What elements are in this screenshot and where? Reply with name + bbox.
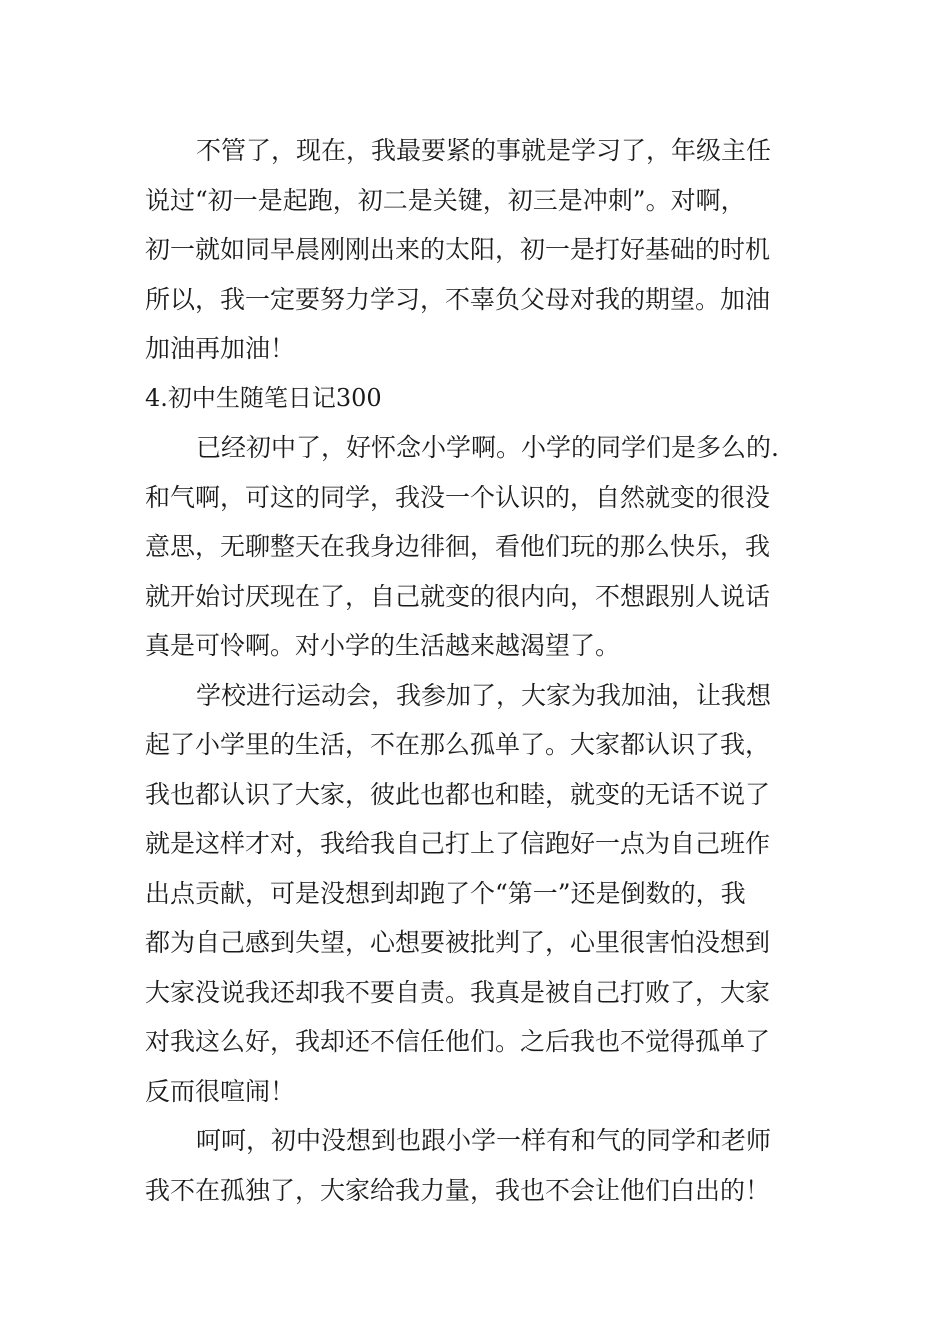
text-line: 大家没说我还却我不要自责。我真是被自己打败了，大家 bbox=[145, 977, 771, 1007]
section-heading: 4.初中生随笔日记300 bbox=[145, 383, 382, 412]
text-line: 和气啊，可这的同学，我没一个认识的，自然就变的很没 bbox=[145, 482, 771, 512]
text-line: 已经初中了，好怀念小学啊。小学的同学们是多么的. bbox=[196, 433, 779, 462]
text-line: 加油再加油！ bbox=[145, 334, 296, 363]
paragraph-1 bbox=[145, 423, 805, 671]
text-line: 我也都认识了大家，彼此也都也和睦，就变的无话不说了 bbox=[145, 779, 771, 809]
text-line: 所以，我一定要努力学习，不辜负父母对我的期望。加油 bbox=[145, 284, 771, 314]
text-line: 真是可怜啊。对小学的生活越来越渴望了。 bbox=[145, 631, 621, 660]
text-line: 起了小学里的生活，不在那么孤单了。大家都认识了我， bbox=[145, 730, 771, 759]
text-line: 对我这么好，我却还不信任他们。之后我也不觉得孤单了 bbox=[145, 1027, 771, 1056]
text-line: 就是这样才对，我给我自己打上了信跑好一点为自己班作 bbox=[145, 829, 771, 858]
text-line: 意思，无聊整天在我身边徘徊，看他们玩的那么快乐，我 bbox=[145, 532, 771, 561]
text-line: 学校进行运动会，我参加了，大家为我加油，让我想 bbox=[196, 680, 772, 710]
text-line: 反而很喧闹！ bbox=[145, 1076, 296, 1106]
intro-paragraph bbox=[145, 126, 805, 374]
text-line: 说过“初一是起跑，初二是关键，初三是冲刺”。对啊， bbox=[145, 185, 746, 215]
text-line: 出点贡献，可是没想到却跑了个“第一”还是倒数的，我 bbox=[145, 878, 746, 908]
document-body bbox=[145, 126, 805, 1215]
text-line: 就开始讨厌现在了，自己就变的很内向，不想跟别人说话 bbox=[145, 581, 771, 611]
text-line: 不管了，现在，我最要紧的事就是学习了，年级主任 bbox=[196, 136, 772, 165]
text-line: 都为自己感到失望，心想要被批判了，心里很害怕没想到 bbox=[145, 928, 771, 957]
paragraph-3 bbox=[145, 1116, 805, 1215]
text-line: 我不在孤独了，大家给我力量，我也不会让他们白出的！ bbox=[145, 1175, 771, 1205]
text-line: 呵呵，初中没想到也跟小学一样有和气的同学和老师 bbox=[196, 1126, 772, 1155]
text-line: 初一就如同早晨刚刚出来的太阳，初一是打好基础的时机 bbox=[145, 235, 771, 264]
paragraph-2 bbox=[145, 671, 805, 1117]
